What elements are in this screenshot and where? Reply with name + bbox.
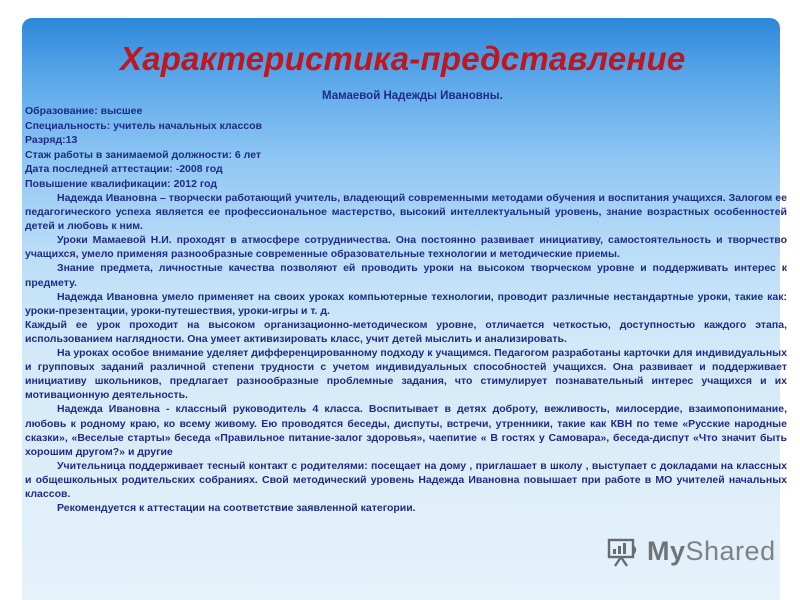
slide-title: Характеристика-представление [120,40,686,77]
fact-grade: Разряд:13 [25,134,78,147]
paragraph-subject-knowledge: Знание предмета, личностные качества позволяют ей проводить уроки на высоком творческом уровне и поддерживать интерес к предмету. [25,262,787,289]
paragraph-lessons: Уроки Мамаевой Н.И. проходят в атмосфере сотрудничества. Она постоянно развивает инициативу, самостоятельность и творчество учащихся, умело применяя разнообразные современные образовательные технологии и методические приемы. [25,234,787,261]
paragraph-intro: Надежда Ивановна – творчески работающий учитель, владеющий современными методами обучения и воспитания учащихся. Залогом ее педагогического успеха является ее профессиональное мастерство, высокий интеллектуальный уровень, знание возрастных особенностей детей и любовь к ним. [25,192,787,233]
paragraph-lesson-quality: Каждый ее урок проходит на высоком организационно-методическом уровне, отличается четкостью, доступностью каждого этапа, использованием наглядности. Она умеет активизировать класс, учит детей мыслить и анализировать. [25,318,787,345]
watermark-suffix: Shared [685,536,776,566]
facts-list [25,104,262,192]
myshared-watermark [606,536,776,567]
watermark-text [647,536,776,567]
slide-subtitle: Мамаевой Надежды Ивановны. [322,90,503,102]
paragraph-parents-contact: Учительница поддерживает тесный контакт с родителями: посещает на дому , приглашает в школу , выступает с докладами на классных и общешкольных родительских собраниях. Свой методический уровень Надежда Ивановна повышает при работе в МО учителей начальных классов. [25,459,787,500]
fact-experience: Стаж работы в занимаемой должности: 6 лет [25,148,262,161]
paragraph-class-teacher: Надежда Ивановна - классный руководитель 4 класса. Воспитывает в детях доброту, вежливость, милосердие, взаимопонимание, любовь к родному краю, ко всему живому. Ею проводятся беседы, диспуты, встречи, утренники, такие как КВН по теме «Русские народные сказки», «Веселые старты» беседа «Правильное питание-залог здоровья», чаепитие « В гостях у Самовара», беседа-диспут «Что значит быть хорошим другом?» и другие [25,403,787,458]
fact-last-attestation: Дата последней аттестации: -2008 год [25,163,223,176]
paragraph-recommendation: Рекомендуется к аттестации на соответствие заявленной категории. [57,502,416,515]
watermark-prefix: My [647,536,686,566]
fact-qualification: Повышение квалификации: 2012 год [25,177,218,190]
fact-education: Образование: высшее [25,105,143,117]
characteristic-body [25,191,787,515]
paragraph-differentiated-approach: На уроках особое внимание уделяет дифференцированному подходу к учащимся. Педагогом разработаны карточки для индивидуальных и групповых заданий различной степени трудности с учетом индивидуальных способностей учащихся. Она развивает и поддерживает инициативу школьников, предлагает разнообразные проблемные задания, что стимулирует познавательный интерес учащихся и их мотивационную деятельность. [25,347,787,402]
paragraph-computer-technologies: Надежда Ивановна умело применяет на своих уроках компьютерные технологии, проводит различные нестандартные уроки, такие как: уроки-презентации, уроки-путешествия, уроки-игры и т. д. [25,290,787,317]
fact-specialty: Специальность: учитель начальных классов [25,119,263,132]
presentation-board-icon [606,537,640,567]
